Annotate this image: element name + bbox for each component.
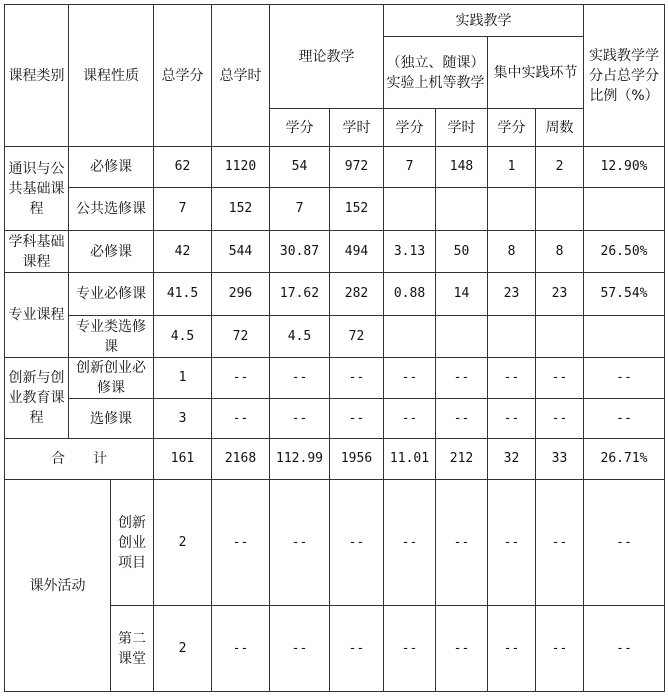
lab-hours: --	[436, 399, 488, 439]
theory-hours: 282	[330, 273, 384, 316]
practice-ratio: 12.90%	[584, 147, 665, 188]
course-nature: 专业类选修课	[69, 316, 154, 358]
theory-hours: 494	[330, 231, 384, 273]
concentrated-weeks: --	[536, 399, 584, 439]
category-discipline: 学科基础课程	[5, 231, 69, 273]
lab-credits: 3.13	[384, 231, 436, 273]
concentrated-weeks: --	[536, 358, 584, 399]
total-label: 合 计	[5, 439, 154, 480]
practice-ratio: 57.54%	[584, 273, 665, 316]
total-credits: 41.5	[154, 273, 212, 316]
total-hours: --	[212, 606, 270, 692]
category-major: 专业课程	[5, 273, 69, 358]
lab-credits: 11.01	[384, 439, 436, 480]
total-credits: 4.5	[154, 316, 212, 358]
lab-credits: --	[384, 606, 436, 692]
header-lab-hours: 学时	[436, 109, 488, 147]
course-nature: 公共选修课	[69, 188, 154, 231]
theory-hours: 72	[330, 316, 384, 358]
lab-hours: 50	[436, 231, 488, 273]
header-theory-hours: 学时	[330, 109, 384, 147]
header-nature: 课程性质	[69, 5, 154, 147]
theory-credits: --	[270, 480, 330, 606]
concentrated-credits: 23	[488, 273, 536, 316]
lab-credits	[384, 188, 436, 231]
practice-ratio	[584, 188, 665, 231]
total-hours: 152	[212, 188, 270, 231]
total-credits: 3	[154, 399, 212, 439]
lab-hours: 14	[436, 273, 488, 316]
theory-credits: 112.99	[270, 439, 330, 480]
header-concentrated: 集中实践环节	[488, 37, 584, 109]
concentrated-credits: --	[488, 399, 536, 439]
practice-ratio	[584, 316, 665, 358]
category-general: 通识与公共基础课程	[5, 147, 69, 231]
total-credits: 7	[154, 188, 212, 231]
concentrated-weeks: --	[536, 480, 584, 606]
concentrated-credits: 32	[488, 439, 536, 480]
theory-hours: --	[330, 606, 384, 692]
total-hours: --	[212, 399, 270, 439]
lab-hours: 212	[436, 439, 488, 480]
header-total-credits: 总学分	[154, 5, 212, 147]
header-conc-weeks: 周数	[536, 109, 584, 147]
concentrated-credits: 8	[488, 231, 536, 273]
extracurricular-label: 课外活动	[5, 480, 111, 692]
theory-credits: 4.5	[270, 316, 330, 358]
lab-credits: 7	[384, 147, 436, 188]
lab-credits: --	[384, 358, 436, 399]
header-practice: 实践教学	[384, 5, 584, 37]
lab-hours: 148	[436, 147, 488, 188]
concentrated-weeks: --	[536, 606, 584, 692]
header-ratio: 实践教学学分占总学分比例（%）	[584, 5, 665, 147]
practice-ratio: --	[584, 480, 665, 606]
lab-hours: --	[436, 358, 488, 399]
concentrated-credits: --	[488, 606, 536, 692]
lab-credits: --	[384, 480, 436, 606]
header-theory-credits: 学分	[270, 109, 330, 147]
concentrated-credits	[488, 188, 536, 231]
practice-ratio: --	[584, 606, 665, 692]
concentrated-credits	[488, 316, 536, 358]
lab-credits: --	[384, 399, 436, 439]
total-hours: 544	[212, 231, 270, 273]
lab-credits: 0.88	[384, 273, 436, 316]
total-credits: 2	[154, 606, 212, 692]
concentrated-credits: --	[488, 480, 536, 606]
curriculum-credit-table	[4, 4, 665, 692]
concentrated-weeks: 23	[536, 273, 584, 316]
theory-credits: --	[270, 399, 330, 439]
concentrated-weeks: 8	[536, 231, 584, 273]
header-total-hours: 总学时	[212, 5, 270, 147]
lab-hours: --	[436, 480, 488, 606]
theory-hours: 152	[330, 188, 384, 231]
total-credits: 42	[154, 231, 212, 273]
theory-hours: 1956	[330, 439, 384, 480]
extracurricular-item: 创新创业项目	[111, 480, 154, 606]
theory-hours: --	[330, 358, 384, 399]
lab-hours	[436, 188, 488, 231]
concentrated-credits: 1	[488, 147, 536, 188]
concentrated-weeks	[536, 188, 584, 231]
practice-ratio: 26.71%	[584, 439, 665, 480]
theory-credits: 17.62	[270, 273, 330, 316]
lab-hours: --	[436, 606, 488, 692]
total-credits: 62	[154, 147, 212, 188]
header-conc-credits: 学分	[488, 109, 536, 147]
practice-ratio: --	[584, 358, 665, 399]
course-nature: 必修课	[69, 231, 154, 273]
theory-credits: 54	[270, 147, 330, 188]
extracurricular-item: 第二课堂	[111, 606, 154, 692]
header-lab-credits: 学分	[384, 109, 436, 147]
concentrated-weeks: 33	[536, 439, 584, 480]
total-hours: 296	[212, 273, 270, 316]
theory-hours: --	[330, 399, 384, 439]
course-nature: 必修课	[69, 147, 154, 188]
theory-credits: --	[270, 358, 330, 399]
practice-ratio: 26.50%	[584, 231, 665, 273]
theory-hours: 972	[330, 147, 384, 188]
lab-hours	[436, 316, 488, 358]
concentrated-weeks	[536, 316, 584, 358]
concentrated-weeks: 2	[536, 147, 584, 188]
course-nature: 专业必修课	[69, 273, 154, 316]
course-nature: 选修课	[69, 399, 154, 439]
total-credits: 161	[154, 439, 212, 480]
total-credits: 1	[154, 358, 212, 399]
header-theory: 理论教学	[270, 5, 384, 109]
category-innovation: 创新与创业教育课程	[5, 358, 69, 439]
course-nature: 创新创业必修课	[69, 358, 154, 399]
header-lab: （独立、随课）实验上机等教学	[384, 37, 488, 109]
lab-credits	[384, 316, 436, 358]
theory-credits: 7	[270, 188, 330, 231]
theory-hours: --	[330, 480, 384, 606]
total-hours: 1120	[212, 147, 270, 188]
theory-credits: --	[270, 606, 330, 692]
total-credits: 2	[154, 480, 212, 606]
header-category: 课程类别	[5, 5, 69, 147]
total-hours: --	[212, 358, 270, 399]
practice-ratio: --	[584, 399, 665, 439]
concentrated-credits: --	[488, 358, 536, 399]
total-hours: 2168	[212, 439, 270, 480]
total-hours: 72	[212, 316, 270, 358]
total-hours: --	[212, 480, 270, 606]
theory-credits: 30.87	[270, 231, 330, 273]
